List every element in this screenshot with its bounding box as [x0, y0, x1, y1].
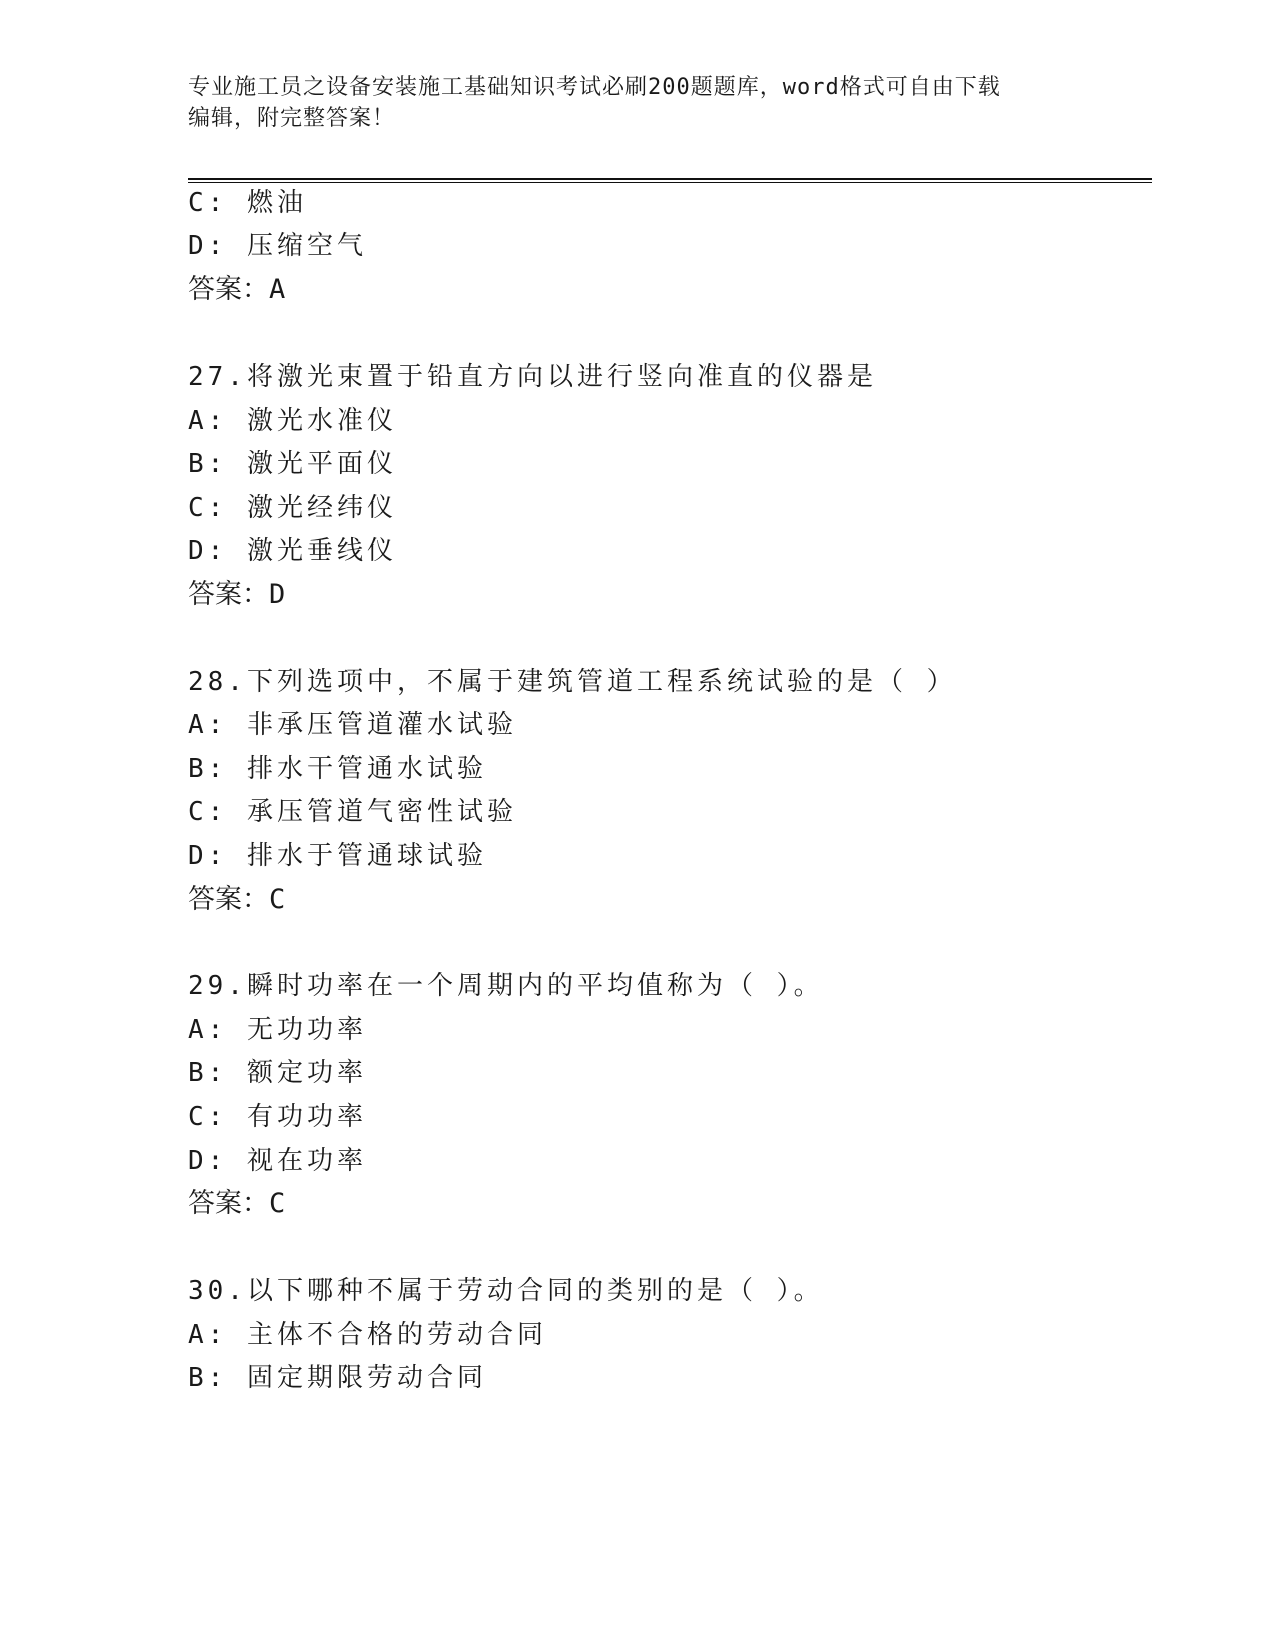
answer-value: A: [269, 274, 286, 305]
answer-line: [188, 883, 285, 917]
answer-value: C: [269, 884, 286, 915]
option-line: B: 排水干管通水试验: [188, 754, 487, 784]
header-line-1: 专业施工员之设备安装施工基础知识考试必刷200题题库，word格式可自由下载: [188, 75, 1001, 100]
question-stem: 29.瞬时功率在一个周期内的平均值称为（ ）。: [188, 971, 824, 1001]
answer-value: D: [269, 579, 286, 610]
option-line: A: 无功功率: [188, 1015, 367, 1045]
option-line: D: 压缩空气: [188, 231, 367, 261]
question-stem: 28.下列选项中，不属于建筑管道工程系统试验的是（ ）: [188, 667, 957, 697]
answer-label: 答案：: [188, 884, 269, 915]
option-line: C: 燃油: [188, 188, 307, 218]
answer-label: 答案：: [188, 1188, 269, 1219]
header-divider: [188, 178, 1152, 183]
option-line: D: 排水于管通球试验: [188, 841, 487, 871]
answer-value: C: [269, 1188, 286, 1219]
option-line: B: 固定期限劳动合同: [188, 1363, 487, 1393]
option-line: A: 激光水准仪: [188, 406, 397, 436]
option-line: A: 非承压管道灌水试验: [188, 710, 517, 740]
answer-label: 答案：: [188, 274, 269, 305]
option-line: A: 主体不合格的劳动合同: [188, 1320, 547, 1350]
answer-line: [188, 1187, 285, 1221]
question-stem: 27.将激光束置于铅直方向以进行竖向准直的仪器是: [188, 362, 877, 392]
document-header: [188, 72, 1068, 134]
question-stem: 30.以下哪种不属于劳动合同的类别的是（ ）。: [188, 1276, 824, 1306]
answer-line: [188, 578, 285, 612]
option-line: C: 激光经纬仪: [188, 493, 397, 523]
option-line: B: 激光平面仪: [188, 449, 397, 479]
answer-label: 答案：: [188, 579, 269, 610]
answer-line: [188, 273, 285, 307]
option-line: D: 激光垂线仪: [188, 536, 397, 566]
option-line: C: 承压管道气密性试验: [188, 797, 517, 827]
option-line: C: 有功功率: [188, 1102, 367, 1132]
option-line: D: 视在功率: [188, 1146, 367, 1176]
header-line-2: 编辑，附完整答案！: [188, 106, 396, 131]
option-line: B: 额定功率: [188, 1058, 367, 1088]
